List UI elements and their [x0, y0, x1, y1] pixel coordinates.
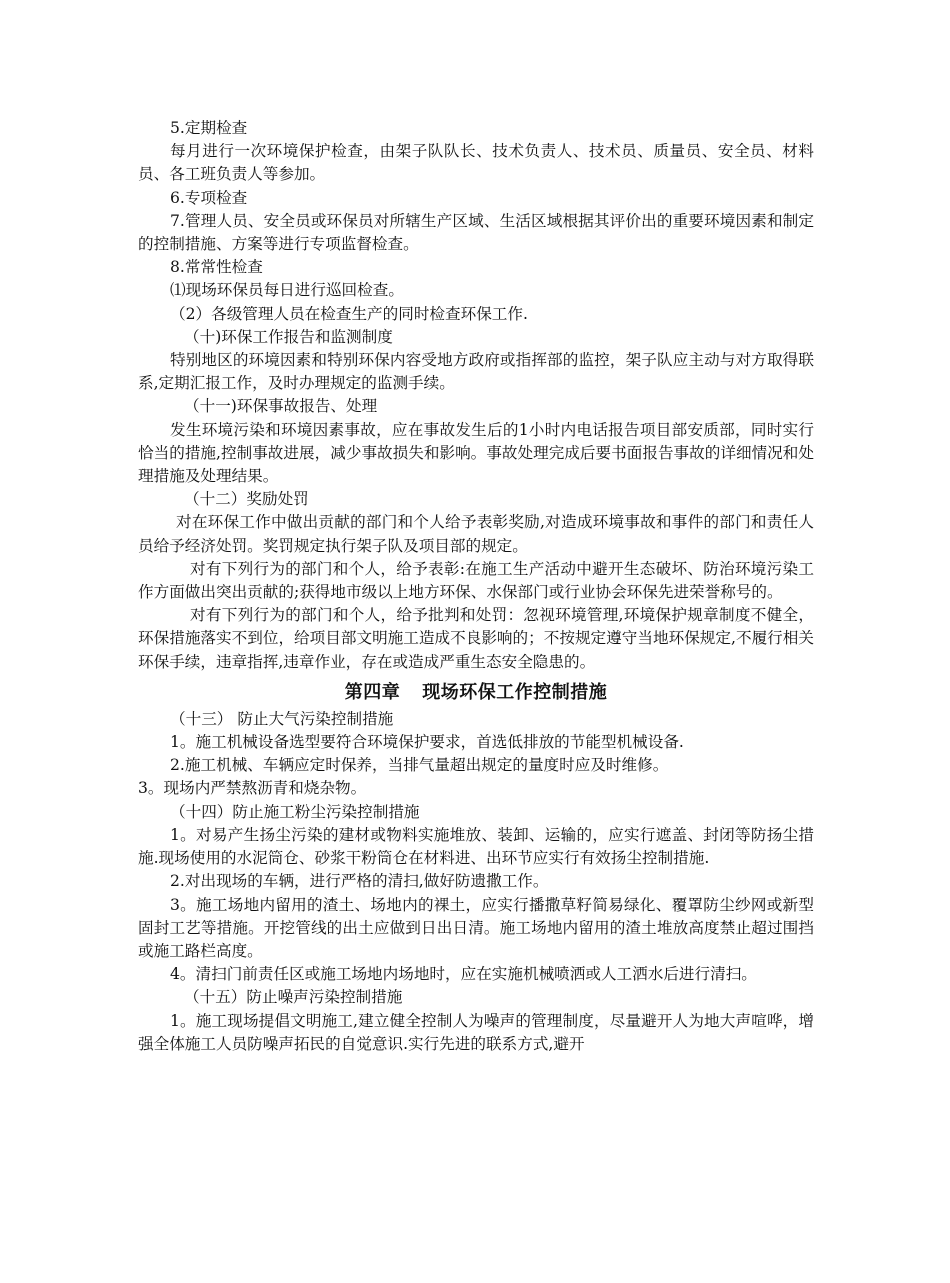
paragraph: 2.对出现场的车辆，进行严格的清扫,做好防遗撒工作。: [170, 872, 549, 891]
chapter-number: 第四章: [344, 681, 401, 703]
paragraph: 4。清扫门前责任区或施工场地内场地时，应在实施机械喷洒或人工洒水后进行清扫。: [170, 965, 757, 984]
paragraph: 8.常常性检查: [170, 258, 263, 277]
paragraph: （十三） 防止大气污染控制措施: [170, 709, 394, 728]
paragraph: （十二）奖励处罚: [184, 490, 309, 509]
chapter-heading: [138, 680, 814, 706]
paragraph: 1。施工现场提倡文明施工,建立健全控制人为噪声的管理制度，尽量避开人为地大声喧哗，增强全体施工人员防噪声拓民的自觉意识.实行先进的联系方式,避开: [138, 1011, 814, 1053]
paragraph: （2）各级管理人员在检查生产的同时检查环保工作.: [170, 304, 528, 323]
chapter-title: 现场环保工作控制措施: [422, 681, 608, 703]
paragraph: 1。对易产生扬尘污染的建材或物料实施堆放、装卸、运输的，应实行遮盖、封闭等防扬尘措施.现场使用的水泥筒仓、砂浆干粉筒仓在材料进、出环节应实行有效扬尘控制措施.: [138, 825, 814, 868]
paragraph: 对有下列行为的部门和个人，给予批判和处罚：忽视环境管理,环境保护规章制度不健全，环保措施落实不到位，给项目部文明施工造成不良影响的；不按规定遵守当地环保规定,不履行相关环保手续，违章指挥,违章作业，存在或造成严重生态安全隐患的。: [138, 606, 814, 671]
paragraph: 2.施工机械、车辆应定时保养，当排气量超出规定的量度时应及时维修。: [170, 756, 669, 775]
document-page: [138, 117, 814, 1056]
paragraph: 特别地区的环境因素和特别环保内容受地方政府或指挥部的监控，架子队应主动与对方取得联系,定期汇报工作，及时办理规定的监测手续。: [138, 351, 814, 393]
paragraph: 对有下列行为的部门和个人，给予表彰:在施工生产活动中避开生态破坏、防治环境污染工作方面做出突出贡献的;获得地市级以上地方环保、水保部门或行业协会环保先进荣誉称号的。: [138, 559, 814, 602]
paragraph: （十一)环保事故报告、处理: [184, 397, 378, 416]
paragraph: 对在环保工作中做出贡献的部门和个人给予表彰奖励,对造成环境事故和事件的部门和责任人员给予经济处罚。奖罚规定执行架子队及项目部的规定。: [138, 513, 814, 555]
paragraph: 1。施工机械设备选型要符合环境保护要求，首选低排放的节能型机械设备.: [170, 733, 684, 752]
paragraph: （十五）防止噪声污染控制措施: [184, 988, 403, 1007]
paragraph: （十四）防止施工粉尘污染控制措施: [170, 802, 420, 821]
paragraph: 5.定期检查: [170, 119, 248, 137]
paragraph: 每月进行一次环境保护检查，由架子队队长、技术负责人、技术员、质量员、安全员、材料员、各工班负责人等参加。: [138, 142, 814, 184]
paragraph: 3。施工场地内留用的渣土、场地内的裸土，应实行播撒草籽简易绿化、覆罩防尘纱网或新型固封工艺等措施。开挖管线的出土应做到日出日清。施工场地内留用的渣土堆放高度禁止超过围挡或施工路栏高度。: [138, 895, 814, 960]
paragraph: 7.管理人员、安全员或环保员对所辖生产区域、生活区域根据其评价出的重要环境因素和制定的控制措施、方案等进行专项监督检查。: [138, 211, 814, 254]
paragraph: 3。现场内严禁熬沥青和烧杂物。: [138, 779, 367, 798]
paragraph: 发生环境污染和环境因素事故，应在事故发生后的1小时内电话报告项目部安质部，同时实行恰当的措施,控制事故进展，减少事故损失和影响。事故处理完成后要书面报告事故的详细情况和处理措施及处理结果。: [138, 420, 814, 486]
section-before-chapter: [138, 117, 814, 674]
paragraph: （十)环保工作报告和监测制度: [184, 327, 393, 346]
paragraph: ⑴现场环保员每日进行巡回检查。: [170, 281, 404, 300]
section-after-chapter: [138, 708, 814, 1056]
paragraph: 6.专项检查: [170, 188, 248, 207]
